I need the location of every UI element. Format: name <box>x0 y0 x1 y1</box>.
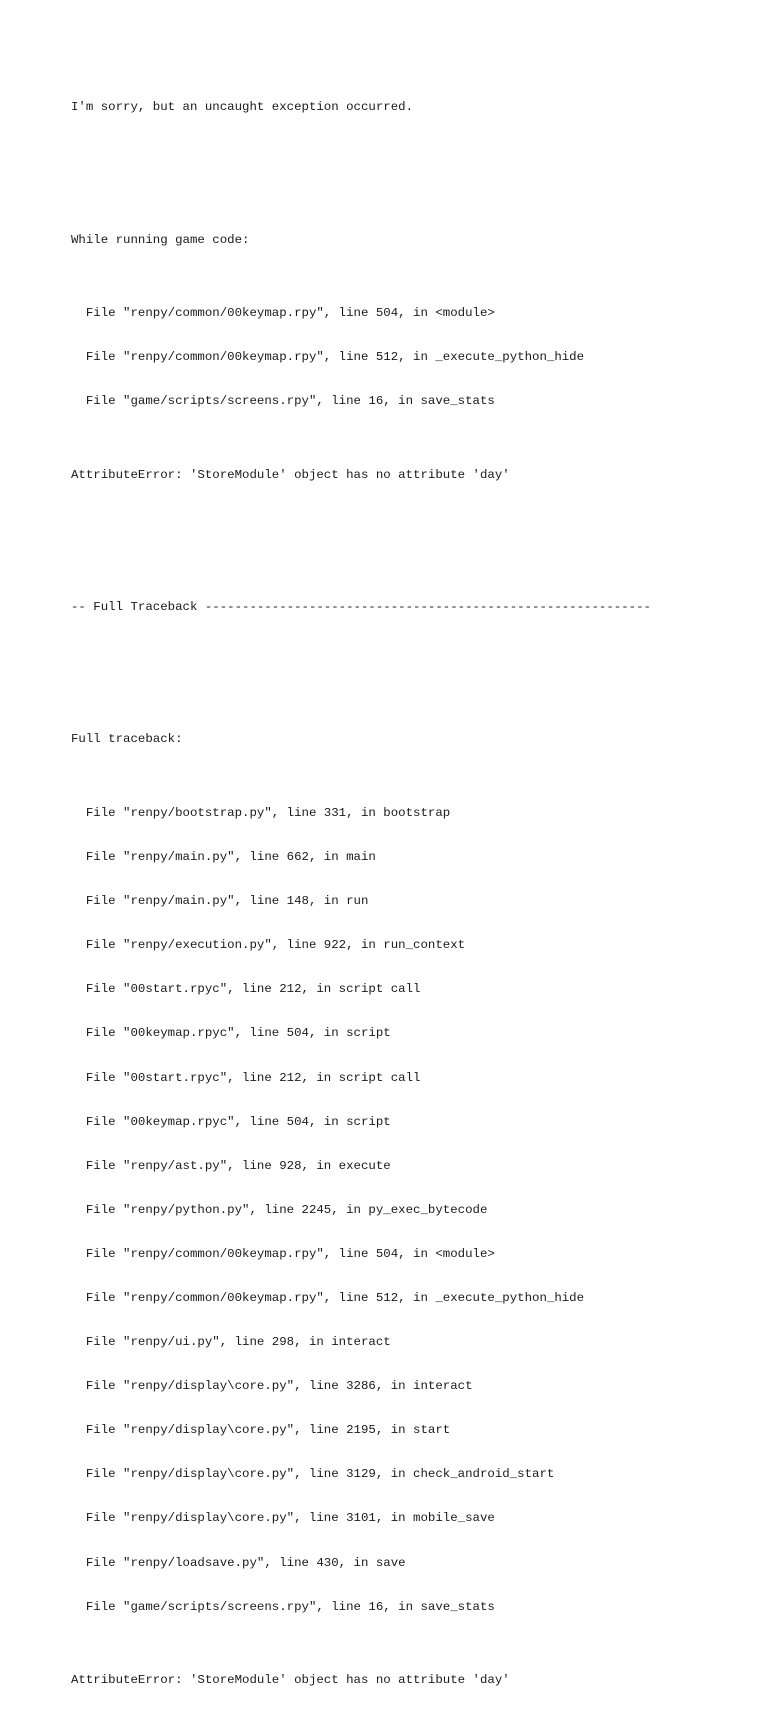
full-traceback-header: Full traceback: <box>71 732 183 747</box>
traceback-frame: File "renpy/execution.py", line 922, in run_context <box>71 938 466 953</box>
spacer <box>71 556 751 571</box>
traceback-frame: File "00start.rpyc", line 212, in script call <box>71 1070 421 1085</box>
traceback-frame: File "renpy/loadsave.py", line 430, in save <box>71 1555 406 1570</box>
short-traceback-header: While running game code: <box>71 232 250 247</box>
short-traceback-frames <box>71 277 751 439</box>
traceback-frame: File "game/scripts/screens.rpy", line 16, in save_stats <box>71 1599 495 1614</box>
traceback-frame: File "renpy/python.py", line 2245, in py_exec_bytecode <box>71 1202 488 1217</box>
traceback-frame: File "renpy/common/00keymap.rpy", line 504, in <module> <box>71 306 495 321</box>
traceback-frame: File "renpy/ui.py", line 298, in interact <box>71 1335 391 1350</box>
traceback-frame: File "renpy/common/00keymap.rpy", line 512, in _execute_python_hide <box>71 350 585 365</box>
full-traceback-frames <box>71 777 751 1644</box>
short-traceback-error: AttributeError: 'StoreModule' object has no attribute 'day' <box>71 467 510 482</box>
full-traceback-divider: -- Full Traceback ------------------------------------------------------------ <box>71 600 651 615</box>
traceback-frame: File "renpy/ast.py", line 928, in execute <box>71 1158 391 1173</box>
intro-message: I'm sorry, but an uncaught exception occurred. <box>71 100 414 115</box>
traceback-frame: File "renpy/common/00keymap.rpy", line 512, in _execute_python_hide <box>71 1291 585 1306</box>
full-traceback-error: AttributeError: 'StoreModule' object has no attribute 'day' <box>71 1673 510 1688</box>
traceback-frame: File "renpy/display\core.py", line 3129, in check_android_start <box>71 1467 555 1482</box>
full-traceback <box>71 703 751 1717</box>
spacer <box>71 644 751 659</box>
short-traceback <box>71 203 751 512</box>
traceback-frame: File "renpy/common/00keymap.rpy", line 504, in <module> <box>71 1246 495 1261</box>
traceback-frame: File "renpy/main.py", line 662, in main <box>71 850 376 865</box>
traceback-frame: File "renpy/bootstrap.py", line 331, in bootstrap <box>71 805 451 820</box>
traceback-frame: File "00start.rpyc", line 212, in script call <box>71 982 421 997</box>
traceback-frame: File "renpy/main.py", line 148, in run <box>71 894 369 909</box>
traceback-frame: File "renpy/display\core.py", line 2195, in start <box>71 1423 451 1438</box>
traceback-frame: File "00keymap.rpyc", line 504, in script <box>71 1026 391 1041</box>
traceback-frame: File "00keymap.rpyc", line 504, in script <box>71 1114 391 1129</box>
traceback-frame: File "renpy/display\core.py", line 3101, in mobile_save <box>71 1511 495 1526</box>
traceback-document <box>71 71 751 1732</box>
spacer <box>71 145 751 160</box>
traceback-frame: File "game/scripts/screens.rpy", line 16, in save_stats <box>71 394 495 409</box>
traceback-frame: File "renpy/display\core.py", line 3286, in interact <box>71 1379 473 1394</box>
